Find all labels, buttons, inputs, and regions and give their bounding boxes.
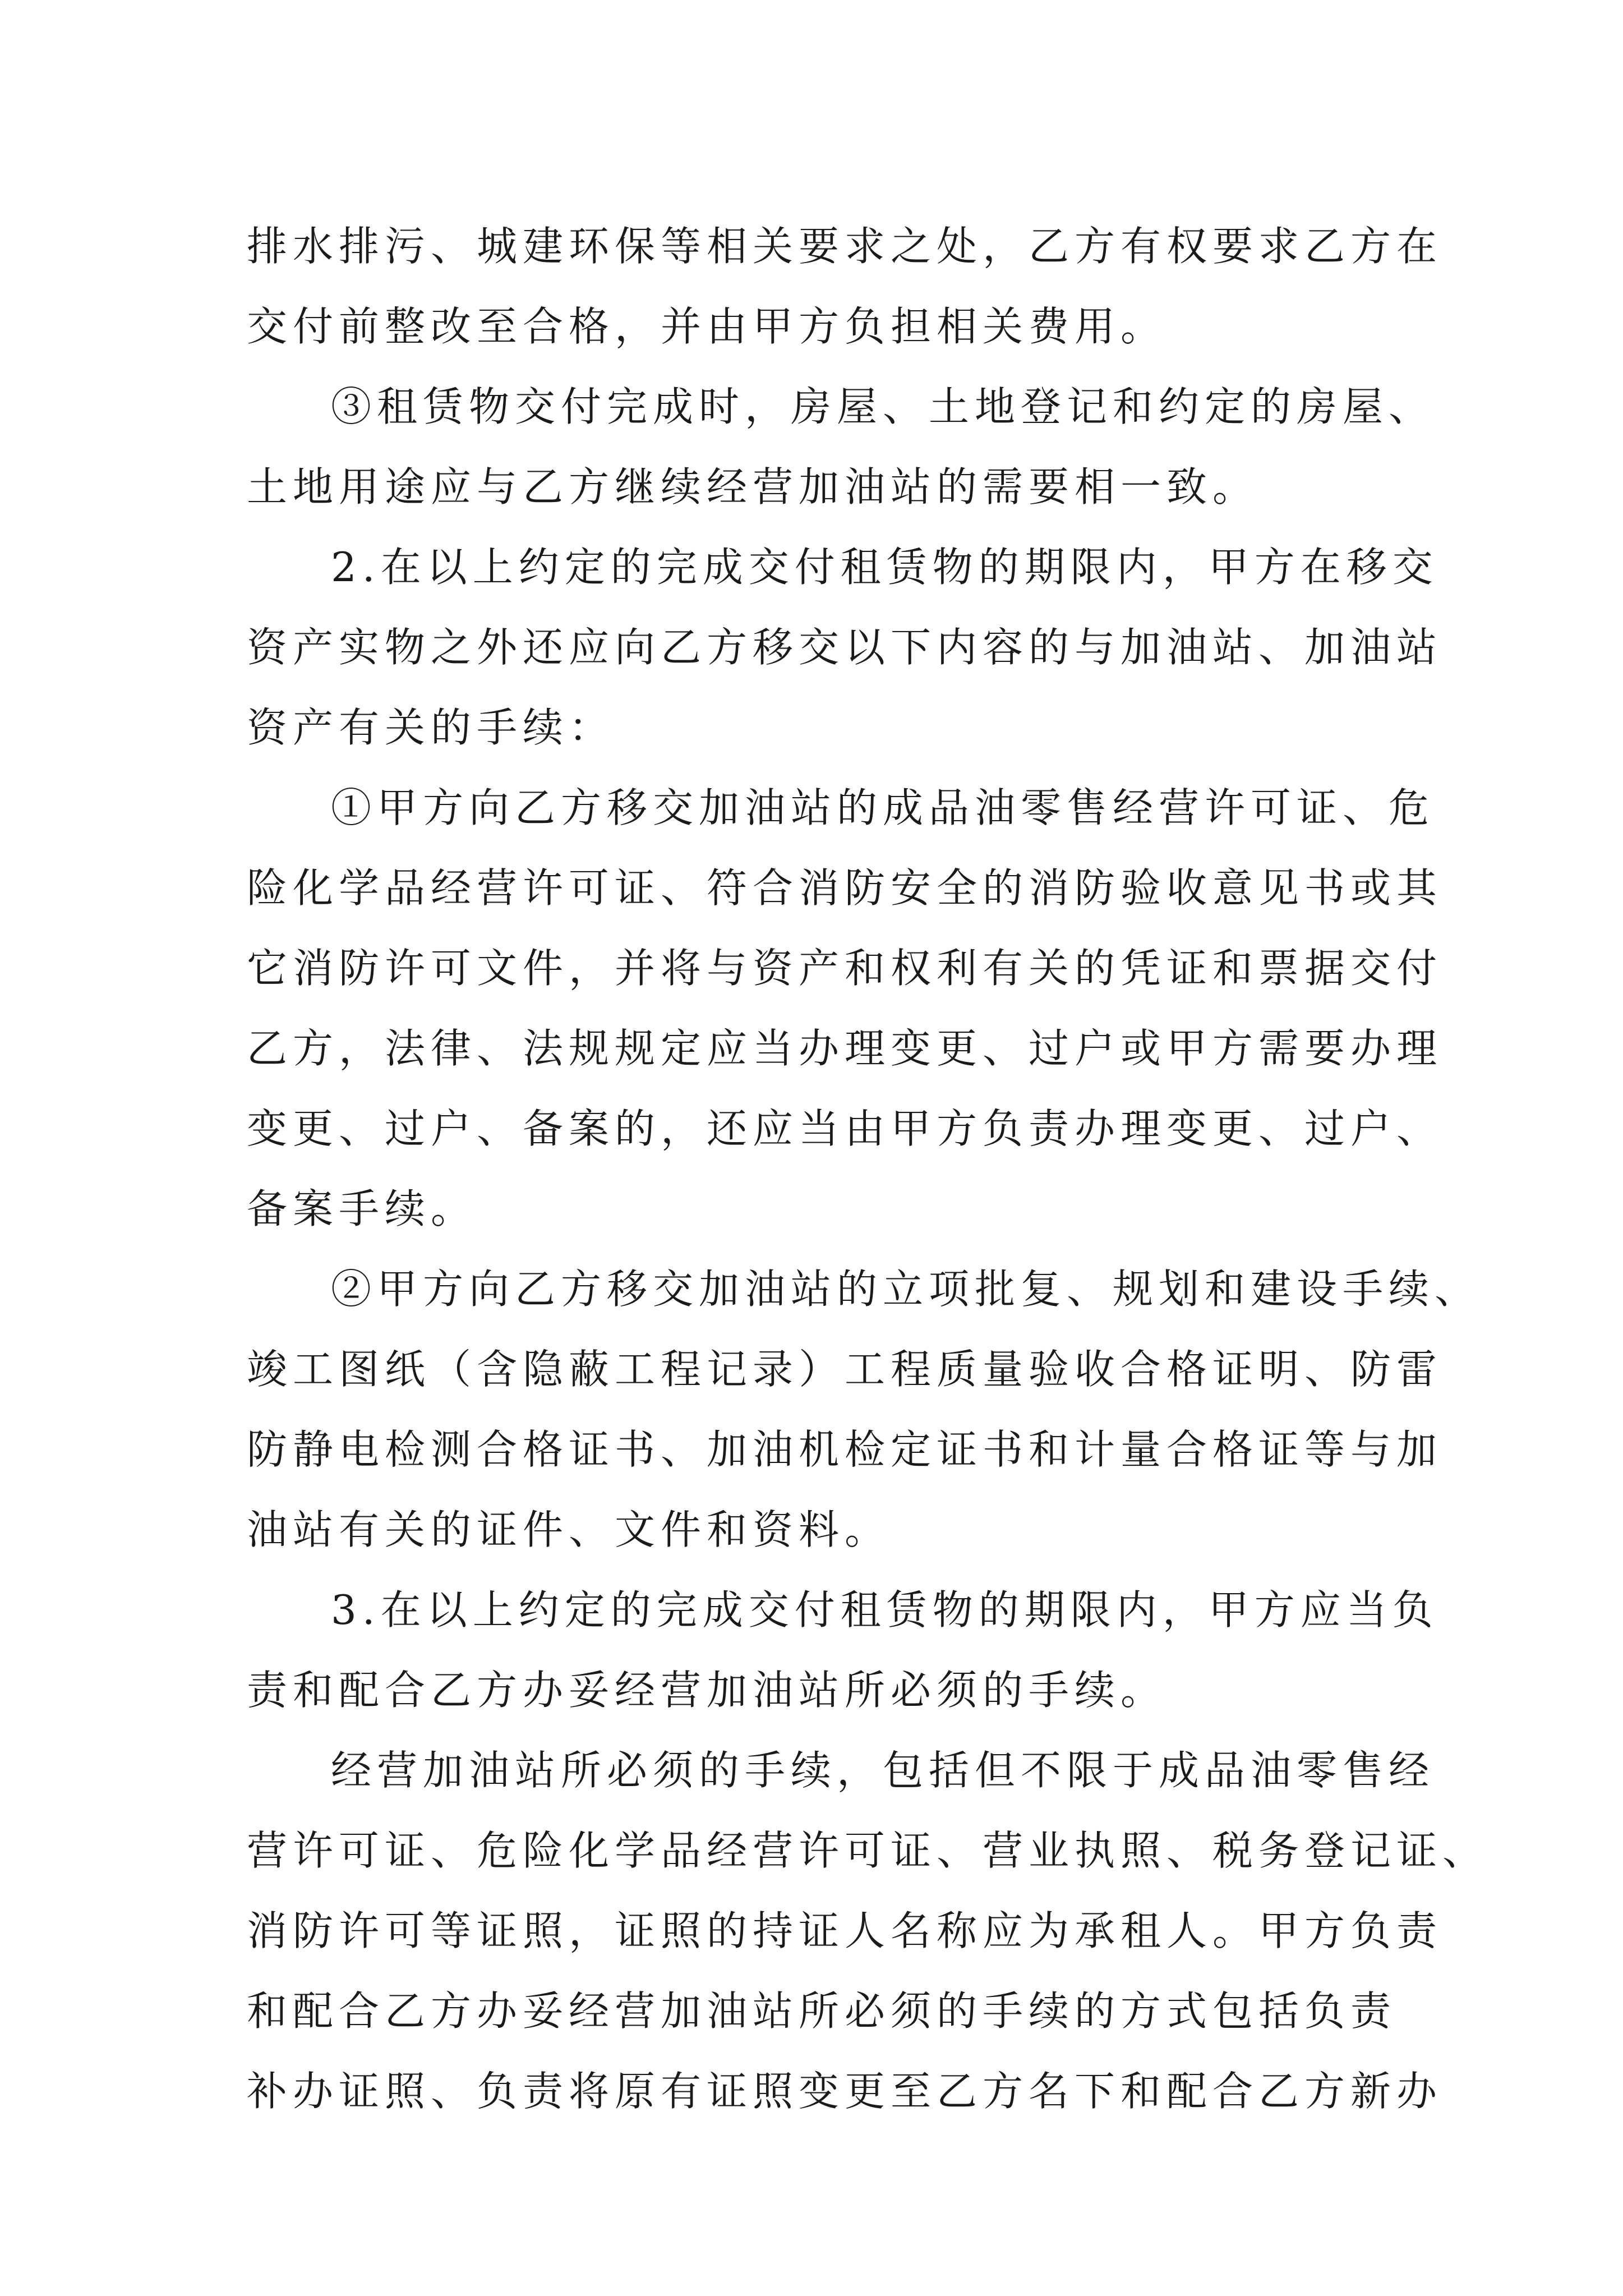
text-line: 3.在以上约定的完成交付租赁物的期限内，甲方应当负 (331, 1586, 1438, 1634)
text-line: 责和配合乙方办妥经营加油站所必须的手续。 (247, 1667, 1167, 1714)
text-line: ③租赁物交付完成时，房屋、土地登记和约定的房屋、 (331, 383, 1435, 430)
text-line: 土地用途应与乙方继续经营加油站的需要相一致。 (247, 463, 1259, 510)
text-line: 险化学品经营许可证、符合消防安全的消防验收意见书或其 (247, 864, 1443, 912)
text-line: 变更、过户、备案的，还应当由甲方负责办理变更、过户、 (247, 1105, 1443, 1152)
body-text (247, 206, 1489, 2132)
text-line: 补办证照、负责将原有证照变更至乙方名下和配合乙方新办 (247, 2068, 1443, 2115)
text-line: 和配合乙方办妥经营加油站所必须的手续的方式包括负责 (247, 1987, 1397, 2035)
text-line: 排水排污、城建环保等相关要求之处，乙方有权要求乙方在 (247, 223, 1443, 270)
text-line: 经营加油站所必须的手续，包括但不限于成品油零售经 (331, 1747, 1435, 1794)
text-line: 资产实物之外还应向乙方移交以下内容的与加油站、加油站 (247, 624, 1443, 671)
text-line: 乙方，法律、法规规定应当办理变更、过户或甲方需要办理 (247, 1025, 1443, 1072)
text-line: 油站有关的证件、文件和资料。 (247, 1506, 891, 1553)
text-line: 备案手续。 (247, 1185, 477, 1232)
text-line: 交付前整改至合格，并由甲方负担相关费用。 (247, 303, 1167, 350)
text-line: 竣工图纸（含隐蔽工程记录）工程质量验收合格证明、防雷 (247, 1346, 1443, 1393)
text-line: 它消防许可文件，并将与资产和权利有关的凭证和票据交付 (247, 945, 1443, 992)
text-line: 营许可证、危险化学品经营许可证、营业执照、税务登记证、 (247, 1827, 1489, 1874)
text-line: 资产有关的手续： (247, 704, 615, 751)
text-line: ②甲方向乙方移交加油站的立项批复、规划和建设手续、 (331, 1266, 1481, 1313)
text-line: 防静电检测合格证书、加油机检定证书和计量合格证等与加 (247, 1426, 1443, 1473)
text-line: 2.在以上约定的完成交付租赁物的期限内，甲方在移交 (331, 544, 1438, 591)
text-line: 消防许可等证照，证照的持证人名称应为承租人。甲方负责 (247, 1907, 1443, 1954)
text-line: ①甲方向乙方移交加油站的成品油零售经营许可证、危 (331, 784, 1435, 831)
